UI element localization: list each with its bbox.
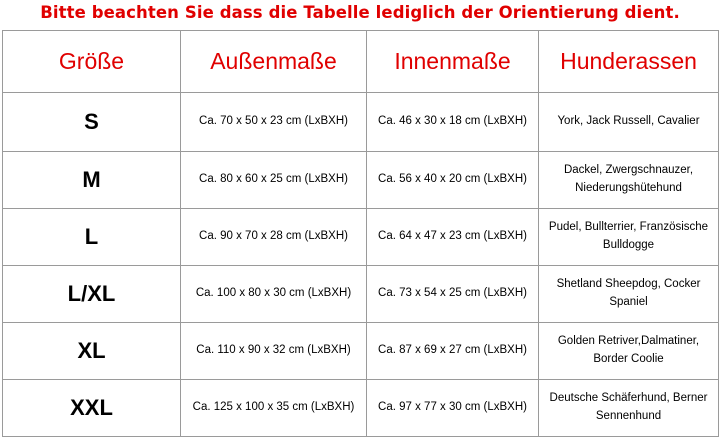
outer-dimensions-cell: Ca. 90 x 70 x 28 cm (LxBXH) [181,209,367,266]
header-dog-breeds: Hunderassen [539,31,719,93]
breeds-line: Niederungshütehund [575,182,682,194]
inner-dimensions-cell: Ca. 56 x 40 x 20 cm (LxBXH) [367,152,539,209]
table-row [3,266,719,323]
size-cell: XL [3,323,181,380]
size-cell: XXL [3,380,181,437]
breeds-cell [539,323,719,380]
table-row [3,323,719,380]
header-inner-dimensions: Innenmaße [367,31,539,93]
breeds-line: Spaniel [609,296,648,308]
breeds-cell [539,93,719,152]
breeds-line: Pudel, Bullterrier, Französische [548,221,709,234]
header-size: Größe [3,31,181,93]
inner-dimensions-cell: Ca. 64 x 47 x 23 cm (LxBXH) [367,209,539,266]
outer-dimensions-cell: Ca. 125 x 100 x 35 cm (LxBXH) [181,380,367,437]
outer-dimensions-cell: Ca. 80 x 60 x 25 cm (LxBXH) [181,152,367,209]
breeds-line: Bulldogge [602,239,655,251]
breeds-cell [539,266,719,323]
table-row [3,209,719,266]
inner-dimensions-cell: Ca. 87 x 69 x 27 cm (LxBXH) [367,323,539,380]
breeds-cell [539,380,719,437]
size-cell: S [3,93,181,152]
table-row [3,93,719,152]
header-outer-dimensions: Außenmaße [181,31,367,93]
size-cell: L [3,209,181,266]
size-table [2,30,719,437]
size-cell: L/XL [3,266,181,323]
breeds-line: Deutsche Schäferhund, Berner [549,392,708,405]
breeds-cell [539,152,719,209]
size-cell: M [3,152,181,209]
table-row [3,380,719,437]
inner-dimensions-cell: Ca. 46 x 30 x 18 cm (LxBXH) [367,93,539,152]
breeds-cell [539,209,719,266]
notice-text: Bitte beachten Sie dass die Tabelle lediglich der Orientierung dient. [40,3,680,22]
outer-dimensions-cell: Ca. 70 x 50 x 23 cm (LxBXH) [181,93,367,152]
outer-dimensions-cell: Ca. 100 x 80 x 30 cm (LxBXH) [181,266,367,323]
table-header-row [3,31,719,93]
breeds-line: Shetland Sheepdog, Cocker [556,278,701,291]
breeds-line: York, Jack Russell, Cavalier [557,115,700,128]
breeds-line: Sennenhund [595,410,662,422]
breeds-line: Dackel, Zwergschnauzer, [563,164,694,177]
breeds-line: Border Coolie [593,353,664,365]
inner-dimensions-cell: Ca. 73 x 54 x 25 cm (LxBXH) [367,266,539,323]
inner-dimensions-cell: Ca. 97 x 77 x 30 cm (LxBXH) [367,380,539,437]
table-row [3,152,719,209]
breeds-line: Golden Retriver,Dalmatiner, [557,335,700,348]
outer-dimensions-cell: Ca. 110 x 90 x 32 cm (LxBXH) [181,323,367,380]
